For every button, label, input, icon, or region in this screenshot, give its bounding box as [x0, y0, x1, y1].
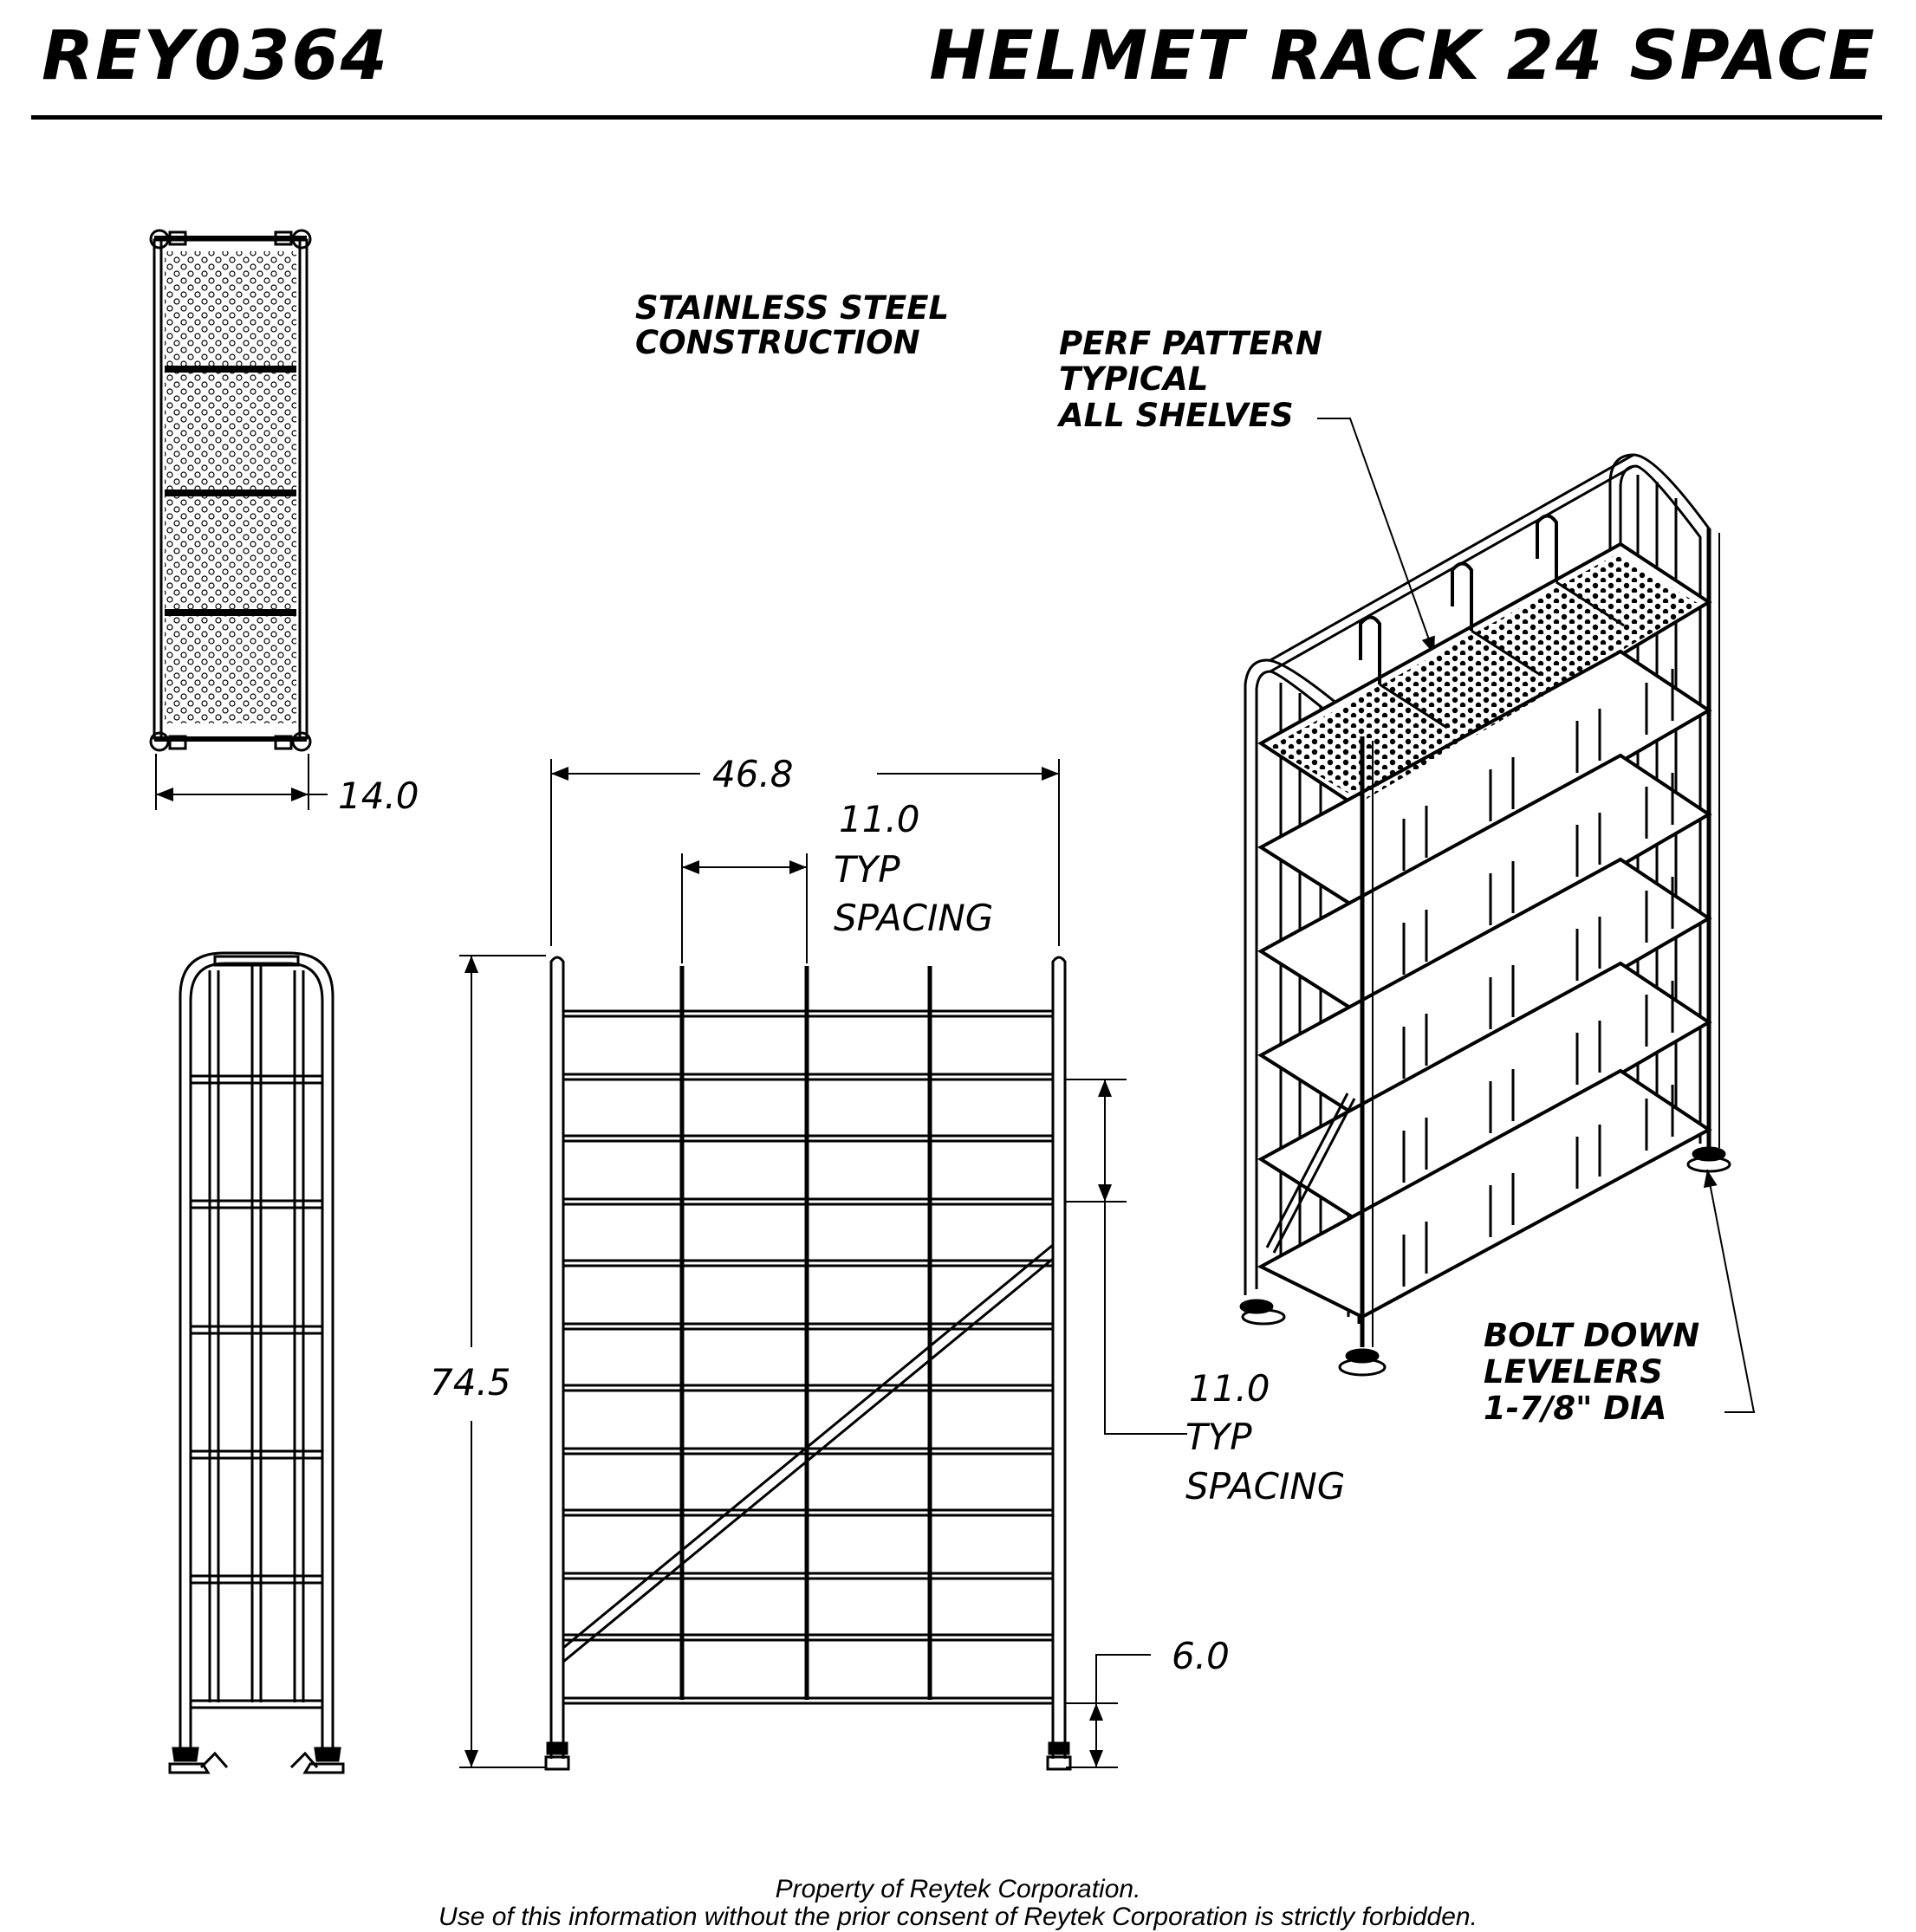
perf-note-line1: PERF PATTERN [1059, 325, 1322, 362]
footer-ownership: Property of Reytek Corporation. [775, 1875, 1141, 1903]
leveler-note-line2: LEVELERS [1484, 1353, 1663, 1391]
top-view-divider [165, 489, 296, 496]
top-view [151, 230, 310, 750]
top-view-divider [165, 366, 296, 373]
material-note-line1: STAINLESS STEEL [635, 289, 950, 327]
material-note-line2: CONSTRUCTION [635, 324, 920, 361]
leveler-note-line1: BOLT DOWN [1484, 1317, 1700, 1354]
side-view [170, 953, 343, 1773]
horizontal-spacing-typ: TYP [834, 848, 900, 891]
front-view [546, 957, 1070, 1769]
leveler-note-line3: 1-7/8" DIA [1484, 1390, 1667, 1427]
top-view-divider [165, 609, 296, 616]
perf-note-line2: TYPICAL [1059, 360, 1209, 398]
vertical-spacing-dimension [1066, 1079, 1187, 1434]
part-number: REY0364 [42, 17, 389, 95]
depth-dimension-value: 14.0 [338, 775, 419, 817]
vertical-spacing-typ: TYP [1185, 1416, 1252, 1458]
horizontal-spacing-value: 11.0 [839, 798, 920, 840]
height-dimension-value: 74.5 [430, 1361, 511, 1404]
perf-note-line3: ALL SHELVES [1059, 397, 1294, 434]
vertical-spacing-value: 11.0 [1189, 1367, 1270, 1410]
vertical-spacing-label: SPACING [1185, 1465, 1346, 1507]
leveler-note-leader [1707, 1170, 1754, 1412]
width-dimension-value: 46.8 [712, 753, 794, 795]
horizontal-spacing-dimension [682, 853, 807, 963]
bottom-clearance-dimension [1066, 1655, 1151, 1767]
bottom-clearance-value: 6.0 [1172, 1635, 1230, 1677]
isometric-view [1241, 455, 1730, 1375]
horizontal-spacing-label: SPACING [834, 897, 994, 939]
drawing-title: HELMET RACK 24 SPACE [929, 17, 1876, 95]
top-view-perf-pattern [165, 251, 296, 723]
depth-dimension [156, 754, 328, 810]
footer-disclaimer: Use of this information without the prior consent of Reytek Corporation is strictly forbidden. [438, 1903, 1478, 1931]
